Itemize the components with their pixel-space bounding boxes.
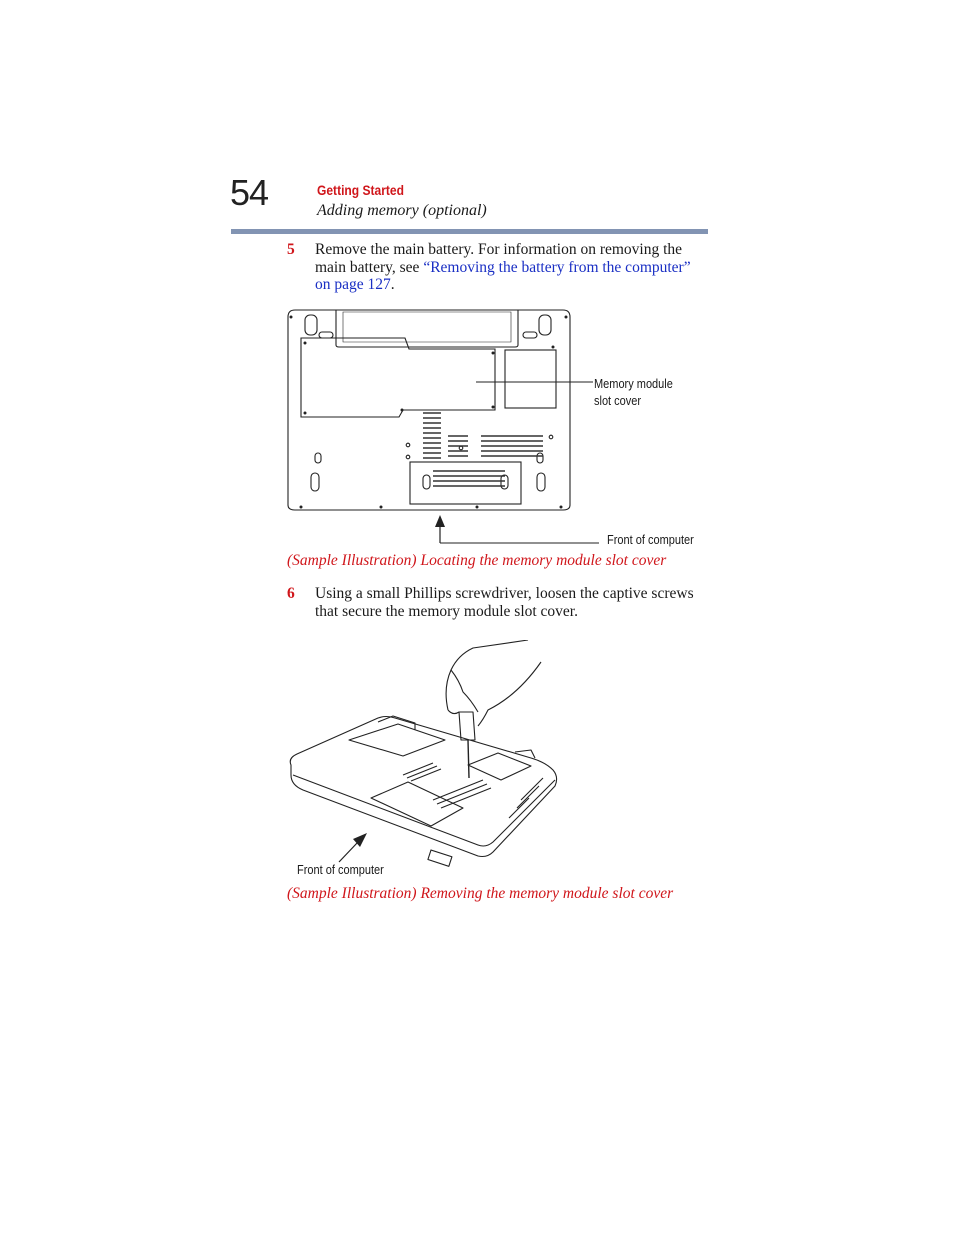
figure2-caption: (Sample Illustration) Removing the memory module slot cover <box>287 885 674 902</box>
callout-front-1: Front of computer <box>607 533 694 547</box>
page-number: 54 <box>230 172 269 213</box>
step-text: Using a small Phillips screwdriver, loosen the captive screws that secure the memory module slot cover. <box>315 585 694 620</box>
callout-front-2: Front of computer <box>297 863 384 877</box>
callout-memory-cover: Memory module slot cover <box>594 377 673 408</box>
figure1-caption: (Sample Illustration) Locating the memory module slot cover <box>287 552 667 569</box>
subsection-title: Adding memory (optional) <box>317 202 487 219</box>
step-number: 6 <box>287 585 295 602</box>
laptop-underside-illustration <box>283 305 703 555</box>
battery-removal-link[interactable]: “Removing the battery from the computer” on page 127 <box>315 258 691 293</box>
screwdriver-illustration <box>283 640 573 880</box>
header-rule <box>231 229 708 234</box>
step-number: 5 <box>287 241 295 258</box>
step-text: Remove the main battery. For information on removing the main battery, see “Removing the battery from the computer” on page 127. <box>315 241 691 293</box>
section-title: Getting Started <box>317 182 404 198</box>
